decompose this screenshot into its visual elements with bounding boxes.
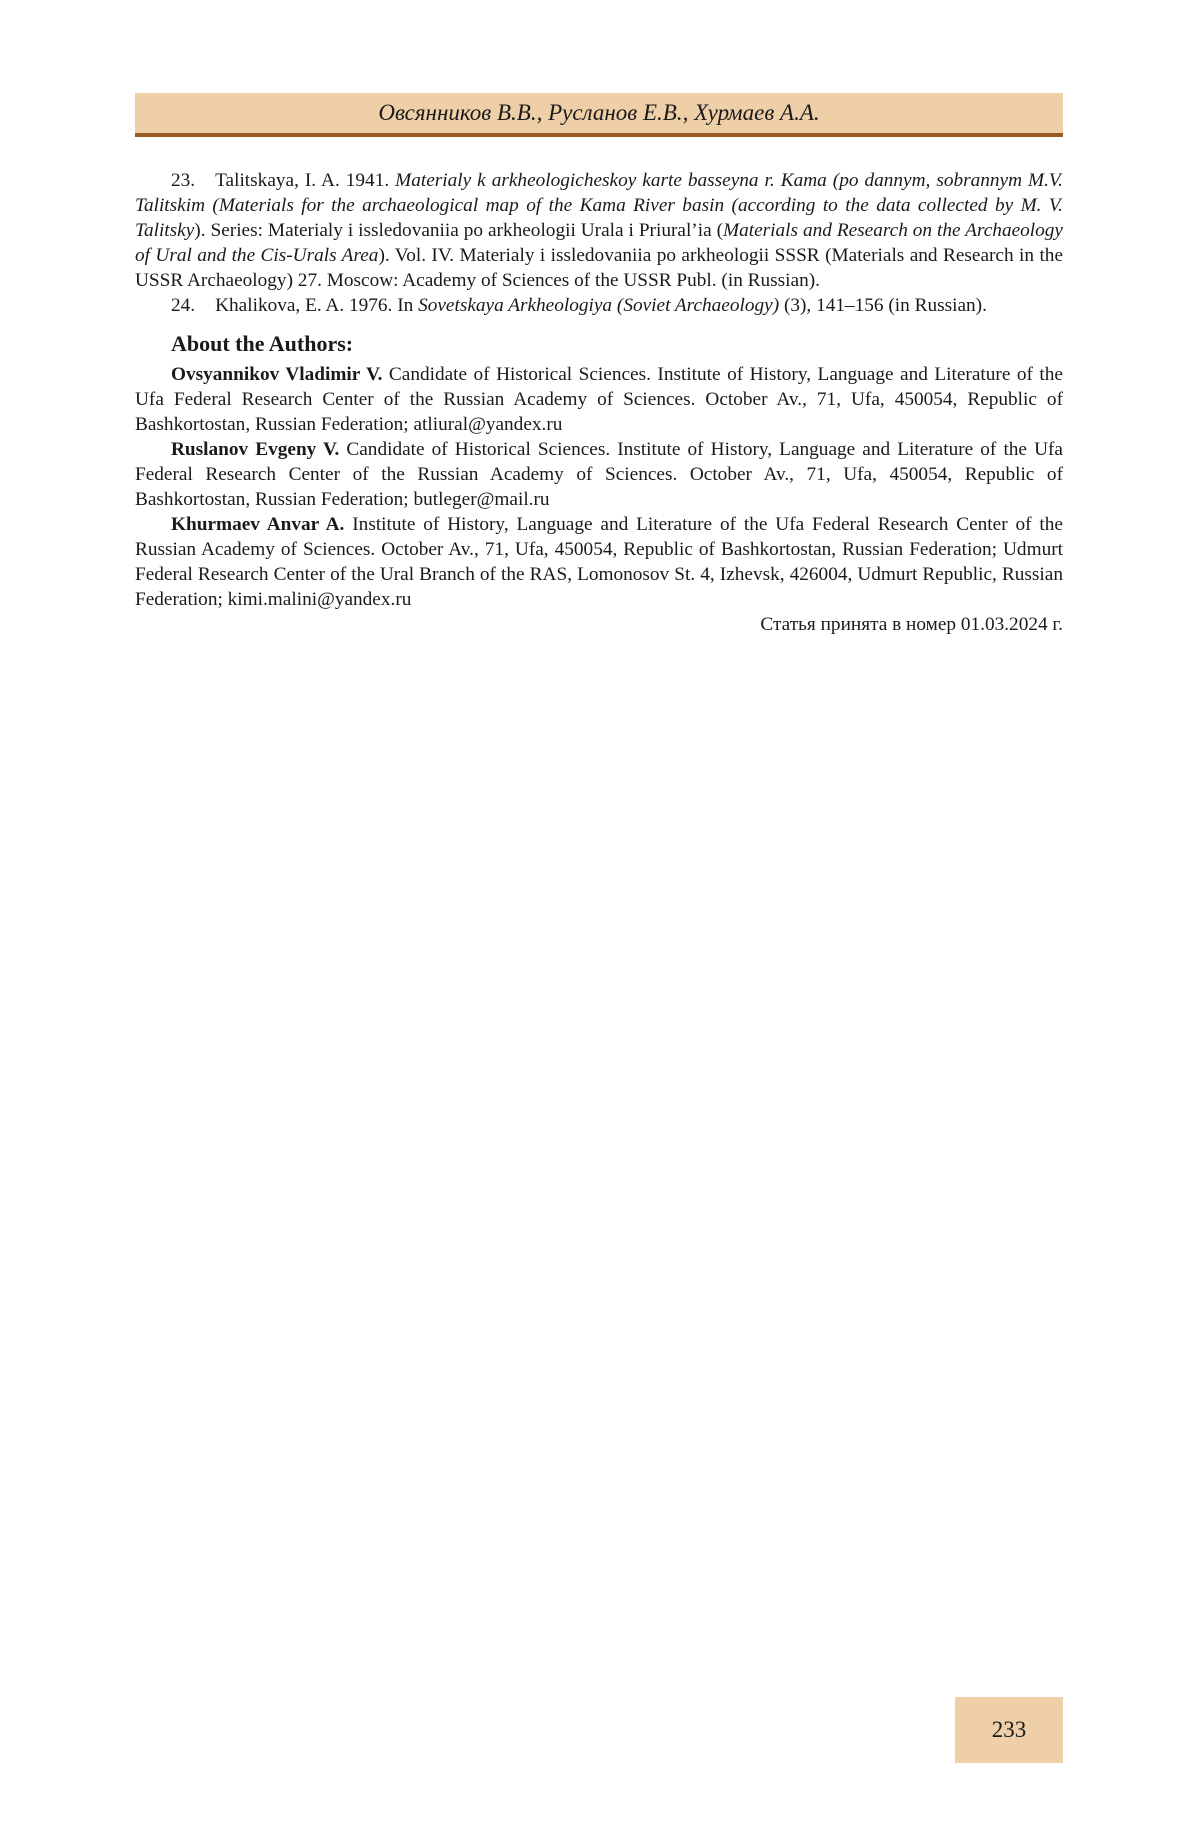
reference-text: ). Series: Materialy i issledovaniia po arkheologii Urala i Priural’ia ( <box>194 220 724 241</box>
author-name: Khurmaev Anvar A. <box>171 514 345 535</box>
reference-number: 24. <box>171 295 196 316</box>
reference-number: 23. <box>171 170 196 191</box>
reference-title: Materialy k arkheologicheskoy karte basseyna r. Kama (po dannym, sobrannym M.V. Talitskim (Materials for the archaeological map of the Kama River basin (according to the data collected by M. V. Talitsky <box>135 170 1063 241</box>
reference-text: (3), 141–156 (in Russian). <box>779 295 987 316</box>
acceptance-note: Статья принята в номер 01.03.2024 г. <box>760 614 1063 635</box>
author-name: Ovsyannikov Vladimir V. <box>171 364 383 385</box>
reference-text: Talitskaya, I. A. 1941. <box>215 170 396 191</box>
page-content <box>135 168 1063 637</box>
reference-title: Sovetskaya Arkheologiya (Soviet Archaeology) <box>418 295 780 316</box>
author-details: Candidate of Historical Sciences. Institute of History, Language and Literature of the Ufa Federal Research Center of the Russian Academy of Sciences. October Av., 71, Ufa, 450054, Republic of Bashkortostan, Russian Federation; butleger@mail.ru <box>135 439 1063 510</box>
page-number: 233 <box>955 1697 1063 1763</box>
reference-24 <box>135 293 1063 318</box>
reference-text: Khalikova, E. A. 1976. In <box>215 295 419 316</box>
reference-text: ). Vol. IV. Materialy i issledovaniia po arkheologii SSSR (Materials and Research in the USSR Archaeology) 27. Moscow: Academy of Sciences of the USSR Publ. (in Russian). <box>135 245 1064 291</box>
author-bio-ruslanov <box>135 437 1063 512</box>
author-name: Ruslanov Evgeny V. <box>171 439 340 460</box>
about-authors-heading: About the Authors: <box>171 331 354 356</box>
author-details: Institute of History, Language and Literature of the Ufa Federal Research Center of the Russian Academy of Sciences. October Av., 71, Ufa, 450054, Republic of Bashkortostan, Russian Federation; Udmurt Federal Research Center of the Ural Branch of the RAS, Lomonosov St. 4, Izhevsk, 426004, Udmurt Republic, Russian Federation; kimi.malini@yandex.ru <box>135 514 1063 610</box>
author-details: Candidate of Historical Sciences. Institute of History, Language and Literature of the Ufa Federal Research Center of the Russian Academy of Sciences. October Av., 71, Ufa, 450054, Republic of Bashkortostan, Russian Federation; atliural@yandex.ru <box>135 364 1063 435</box>
author-bio-khurmaev <box>135 512 1063 612</box>
reference-series-title: Materials and Research on the Archaeology of Ural and the Cis-Urals Area <box>135 220 1063 266</box>
header-authors: Овсянников В.В., Русланов Е.В., Хурмаев А.А. <box>378 100 820 125</box>
running-header <box>135 93 1063 137</box>
reference-23 <box>135 168 1063 293</box>
author-bio-ovsyannikov <box>135 362 1063 437</box>
